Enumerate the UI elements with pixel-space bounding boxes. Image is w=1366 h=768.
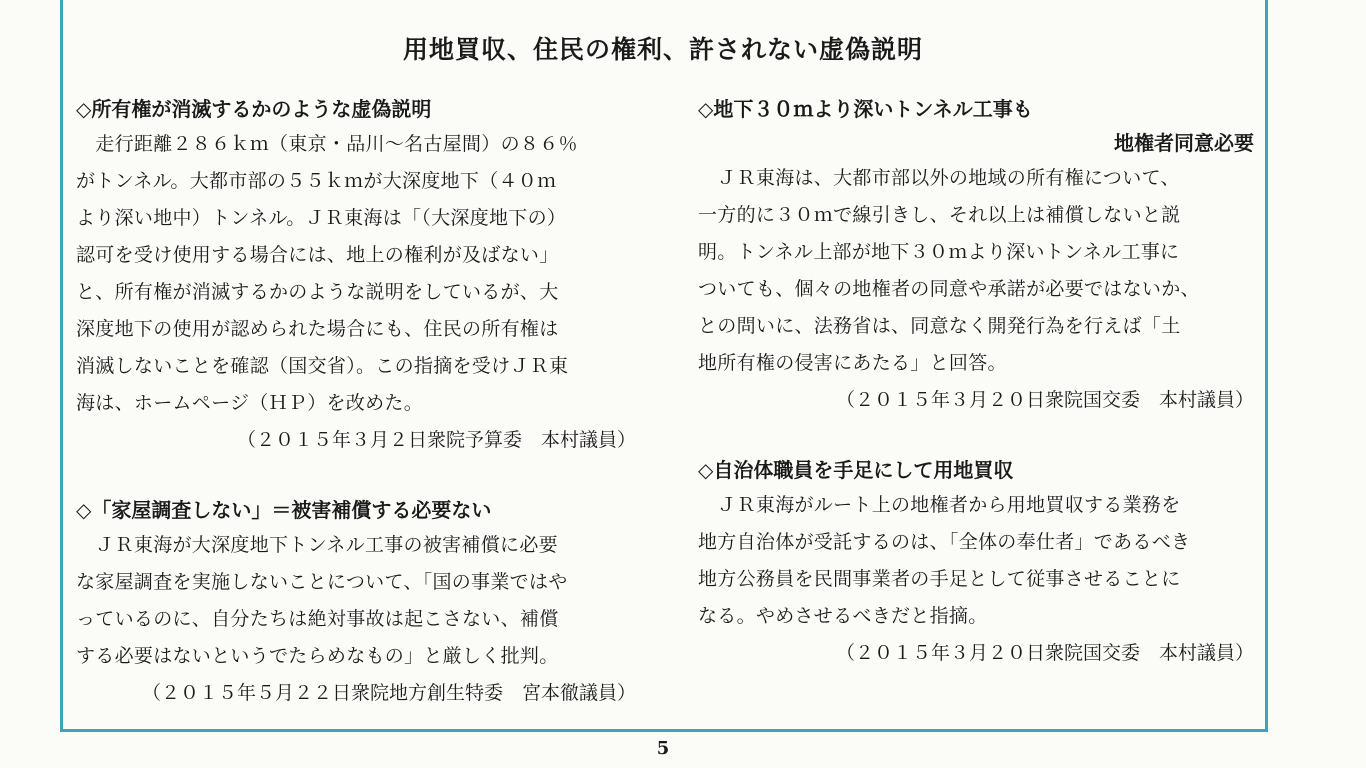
page-title: 用地買収、住民の権利、許されない虚偽説明 bbox=[402, 35, 923, 64]
paragraph-line: 一方的に３０ｍで線引きし、それ以上は補償しないと説 bbox=[698, 204, 1181, 226]
section-house-survey bbox=[76, 493, 636, 712]
paragraph-line: 海は、ホームページ（ＨＰ）を改めた。 bbox=[76, 392, 424, 414]
section-land-acquisition bbox=[698, 453, 1254, 672]
paragraph-line: 消滅しないことを確認（国交省）。この指摘を受けＪＲ東 bbox=[76, 355, 569, 377]
paragraph-line: ついても、個々の地権者の同意や承諾が必要ではないか、 bbox=[698, 278, 1200, 300]
paragraph-line: より深い地中）トンネル。ＪＲ東海は「（大深度地下の） bbox=[76, 207, 567, 229]
paragraph-line: っているのに、自分たちは絶対事故は起こさない、補償 bbox=[76, 608, 559, 630]
paragraph-line: 認可を受け使用する場合には、地上の権利が及ばない」 bbox=[76, 244, 559, 266]
section-deep-tunnel bbox=[698, 92, 1254, 419]
paragraph-line: 地方公務員を民間事業者の手足として従事させることに bbox=[698, 568, 1181, 590]
paragraph-line: がトンネル。大都市部の５５ｋｍが大深度地下（４０ｍ bbox=[76, 170, 557, 192]
paragraph-line: ＪＲ東海が大深度地下トンネル工事の被害補償に必要 bbox=[76, 534, 558, 556]
citation: （２０１５年３月２０日衆院国交委 本村議員） bbox=[835, 389, 1254, 411]
paragraph-line: 地所有権の侵害にあたる」と回答。 bbox=[698, 352, 1007, 374]
paragraph-line: ＪＲ東海がルート上の地権者から用地買収する業務を bbox=[698, 494, 1181, 516]
paragraph-line: 深度地下の使用が認められた場合にも、住民の所有権は bbox=[76, 318, 559, 340]
section-ownership bbox=[76, 92, 636, 459]
left-column bbox=[76, 92, 636, 712]
section-heading: ◇自治体職員を手足にして用地買収 bbox=[698, 458, 1014, 482]
section-subheading: 地権者同意必要 bbox=[1114, 131, 1254, 155]
paragraph-line: と、所有権が消滅するかのような説明をしているが、大 bbox=[76, 281, 559, 303]
paragraph-line: 明。トンネル上部が地下３０ｍより深いトンネル工事に bbox=[698, 241, 1180, 263]
paragraph-line: ＪＲ東海は、大都市部以外の地域の所有権について、 bbox=[698, 167, 1180, 189]
section-heading: ◇「家屋調査しない」＝被害補償する必要ない bbox=[76, 498, 492, 522]
paragraph-line: 地方自治体が受託するのは、「全体の奉仕者」であるべき bbox=[698, 531, 1191, 553]
paragraph-line: なる。やめさせるべきだと指摘。 bbox=[698, 605, 988, 627]
citation: （２０１５年３月２日衆院予算委 本村議員） bbox=[236, 429, 636, 451]
section-heading: ◇地下３０ｍより深いトンネル工事も bbox=[698, 97, 1033, 121]
paragraph-line: 走行距離２８６ｋｍ（東京・品川～名古屋間）の８６％ bbox=[76, 133, 578, 155]
section-heading: ◇所有権が消滅するかのような虚偽説明 bbox=[76, 97, 432, 121]
page-number: 5 bbox=[656, 738, 670, 759]
paragraph-line: する必要はないというでたらめなもの」と厳しく批判。 bbox=[76, 645, 559, 667]
paragraph-line: との問いに、法務省は、同意なく開発行為を行えば「土 bbox=[698, 315, 1181, 337]
citation: （２０１５年５月２２日衆院地方創生特委 宮本徹議員） bbox=[141, 682, 636, 704]
citation: （２０１５年３月２０日衆院国交委 本村議員） bbox=[835, 642, 1254, 664]
paragraph-line: な家屋調査を実施しないことについて、「国の事業ではや bbox=[76, 571, 568, 593]
right-column bbox=[698, 92, 1254, 672]
